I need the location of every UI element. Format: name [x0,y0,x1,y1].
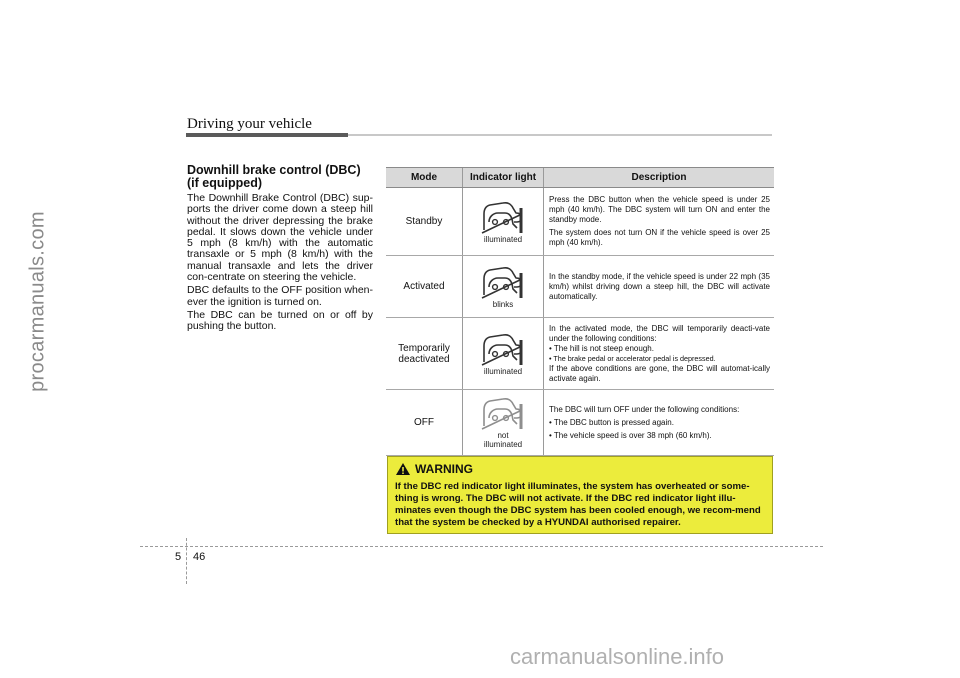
table-row [386,390,774,456]
section-title-line2: (if equipped) [187,176,262,190]
table-row [386,318,774,390]
column-header-mode: Mode [386,168,463,188]
description-cell [544,318,775,390]
indicator-cell [463,188,544,256]
description-text: Press the DBC button when the vehicle speed is under 25 mph (40 km/h). The DBC system will turn ON and enter the standby mode. [549,195,770,224]
description-text: In the activated mode, the DBC will temporarily deacti-vate under the following conditions: [549,323,770,343]
table-header-row [386,168,774,188]
indicator-state: illuminated [483,366,523,376]
column-header-description: Description [544,168,775,188]
table-row [386,188,774,256]
description-cell [544,390,775,456]
indicator-state: illuminated [483,234,523,244]
section-body [187,193,373,335]
body-paragraph: DBC defaults to the OFF position when-ever the ignition is turned on. [187,284,373,308]
description-text: If the above conditions are gone, the DBC will automat-ically activate again. [549,363,770,383]
description-text: The system does not turn ON if the vehicle speed is over 25 mph (40 km/h). [549,228,770,247]
dbc-indicator-icon [481,332,525,366]
section-title [187,164,377,190]
mode-cell: Standby [386,188,463,256]
indicator-cell [463,256,544,318]
description-text: • The hill is not steep enough. [549,343,654,353]
dbc-indicator-icon [481,265,525,299]
description-text: • The brake pedal or accelerator pedal is depressed. [549,353,716,363]
bottom-watermark: carmanualsonline.info [510,644,725,669]
footer-dashed-divider [186,538,187,584]
indicator-state: not illuminated [483,431,523,449]
indicator-cell [463,390,544,456]
indicator-cell [463,318,544,390]
description-cell [544,188,775,256]
header-rule-dark [186,133,348,137]
page-number: 46 [193,551,206,563]
indicator-state: blinks [492,299,514,309]
description-text: • The DBC button is pressed again. [549,417,674,427]
section-number: 5 [175,551,182,563]
column-header-indicator: Indicator light [463,168,544,188]
mode-cell: Temporarily deactivated [386,318,463,390]
mode-cell: Activated [386,256,463,318]
description-text: • The vehicle speed is over 38 mph (60 km/h). [549,430,712,440]
body-paragraph: The Downhill Brake Control (DBC) sup-ports the driver come down a steep hill without the driver depressing the brake pedal. It slows down the vehicle under 5 mph (8 km/h) with the automatic transaxle or 5 mph (8 km/h) with the manual transaxle and lets the driver con-centrate on steering the vehicle. [187,192,373,284]
description-cell [544,256,775,318]
mode-cell: OFF [386,390,463,456]
warning-triangle-icon [395,462,411,476]
warning-header [395,462,473,476]
table-row [386,256,774,318]
warning-text: If the DBC red indicator light illuminates, the system has overheated or some-thing is wrong. The DBC will not activate. If the DBC red indicator light illu-minates even though the DBC system has been cooled enough, we recom-mend that the system be checked by a HYUNDAI authorised repairer. [395,481,761,528]
body-paragraph: The DBC can be turned on or off by pushing the button. [187,308,373,333]
page-header-title: Driving your vehicle [187,116,312,132]
section-title-line1: Downhill brake control (DBC) [187,163,361,177]
warning-title: WARNING [415,462,473,476]
dbc-indicator-icon [481,396,525,430]
header-rule-light [348,134,772,136]
dbc-indicator-icon [481,200,525,234]
dbc-modes-table [386,167,774,456]
side-watermark: procarmanuals.com [26,211,49,392]
footer-dashed-rule [140,546,823,547]
description-text: In the standby mode, if the vehicle speed is under 22 mph (35 km/h) whilst driving down a steep hill, the DBC will activate automatically. [549,271,770,301]
description-text: The DBC will turn OFF under the following conditions: [549,404,740,414]
